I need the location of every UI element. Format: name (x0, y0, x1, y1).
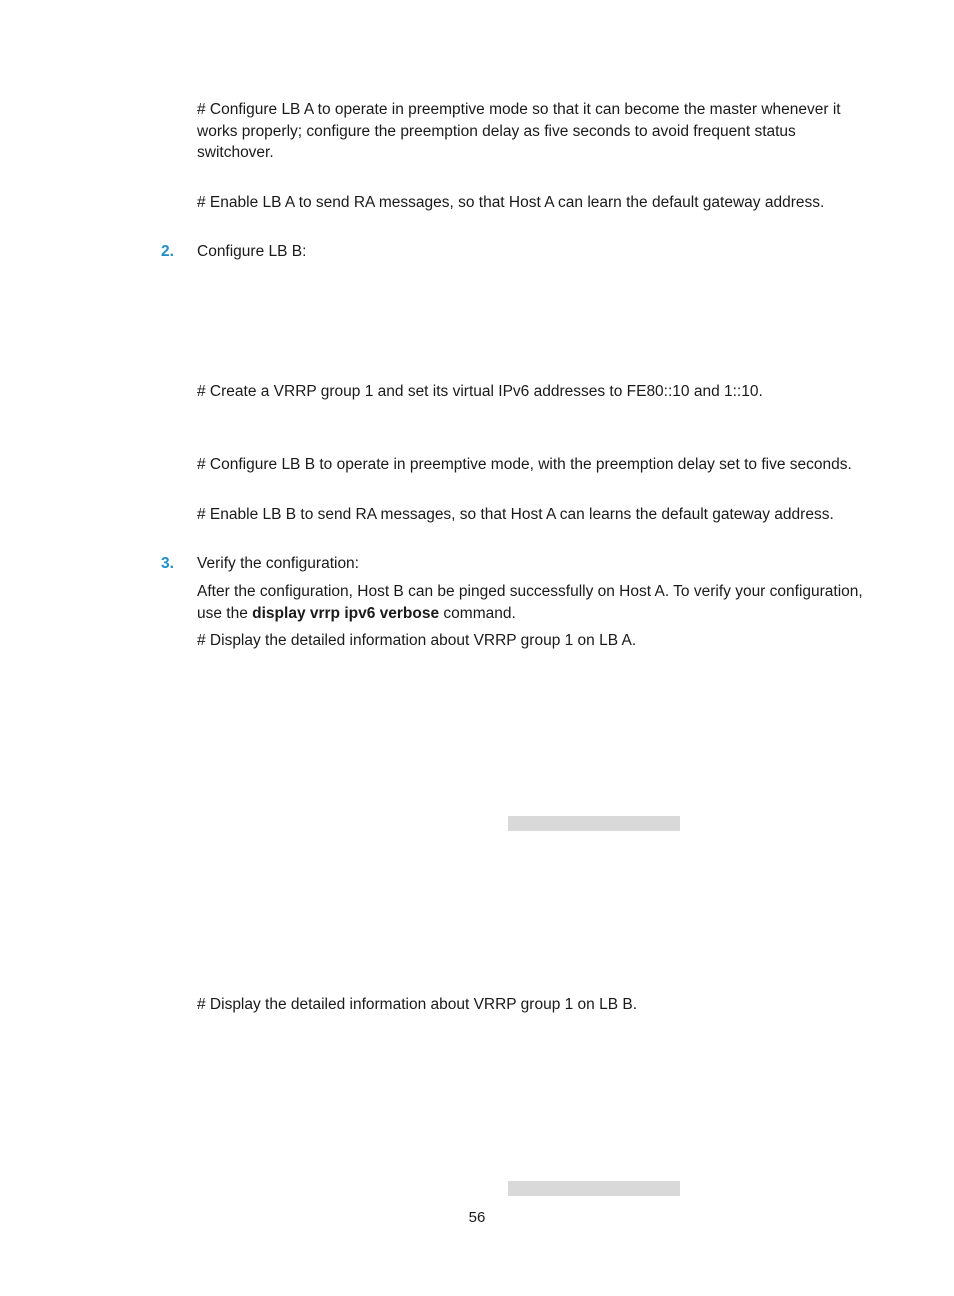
command-name: display vrrp ipv6 verbose (252, 604, 440, 622)
highlight-bar (508, 816, 680, 831)
paragraph-create-vrrp: # Create a VRRP group 1 and set its virtual IPv6 addresses to FE80::10 and 1::10. (197, 383, 763, 400)
paragraph-display-lb-a: # Display the detailed information about VRRP group 1 on LB A. (197, 632, 637, 649)
step-number: 3. (161, 555, 174, 572)
step-title: Verify the configuration: (197, 555, 359, 572)
paragraph-verify-intro (197, 581, 865, 624)
step-title: Configure LB B: (197, 243, 307, 260)
verify-intro-text: After the configuration, Host B can be pinged successfully on Host A. To verify your configuration, use the (197, 583, 863, 622)
paragraph-display-lb-b: # Display the detailed information about VRRP group 1 on LB B. (197, 996, 638, 1013)
paragraph-preempt-lb-b: # Configure LB B to operate in preemptive mode, with the preemption delay set to five seconds. (197, 456, 852, 473)
verify-intro-tail: command. (439, 604, 516, 622)
page-number: 56 (468, 1209, 486, 1226)
paragraph-ra-lb-a: # Enable LB A to send RA messages, so that Host A can learn the default gateway address. (197, 194, 825, 211)
paragraph-ra-lb-b: # Enable LB B to send RA messages, so that Host A can learns the default gateway address. (197, 506, 834, 523)
step-number: 2. (161, 243, 174, 260)
highlight-bar (508, 1181, 680, 1196)
paragraph-preempt-lb-a: # Configure LB A to operate in preemptive mode so that it can become the master whenever it works properly; configure the preemption delay as five seconds to avoid frequent status switchover. (197, 101, 841, 161)
